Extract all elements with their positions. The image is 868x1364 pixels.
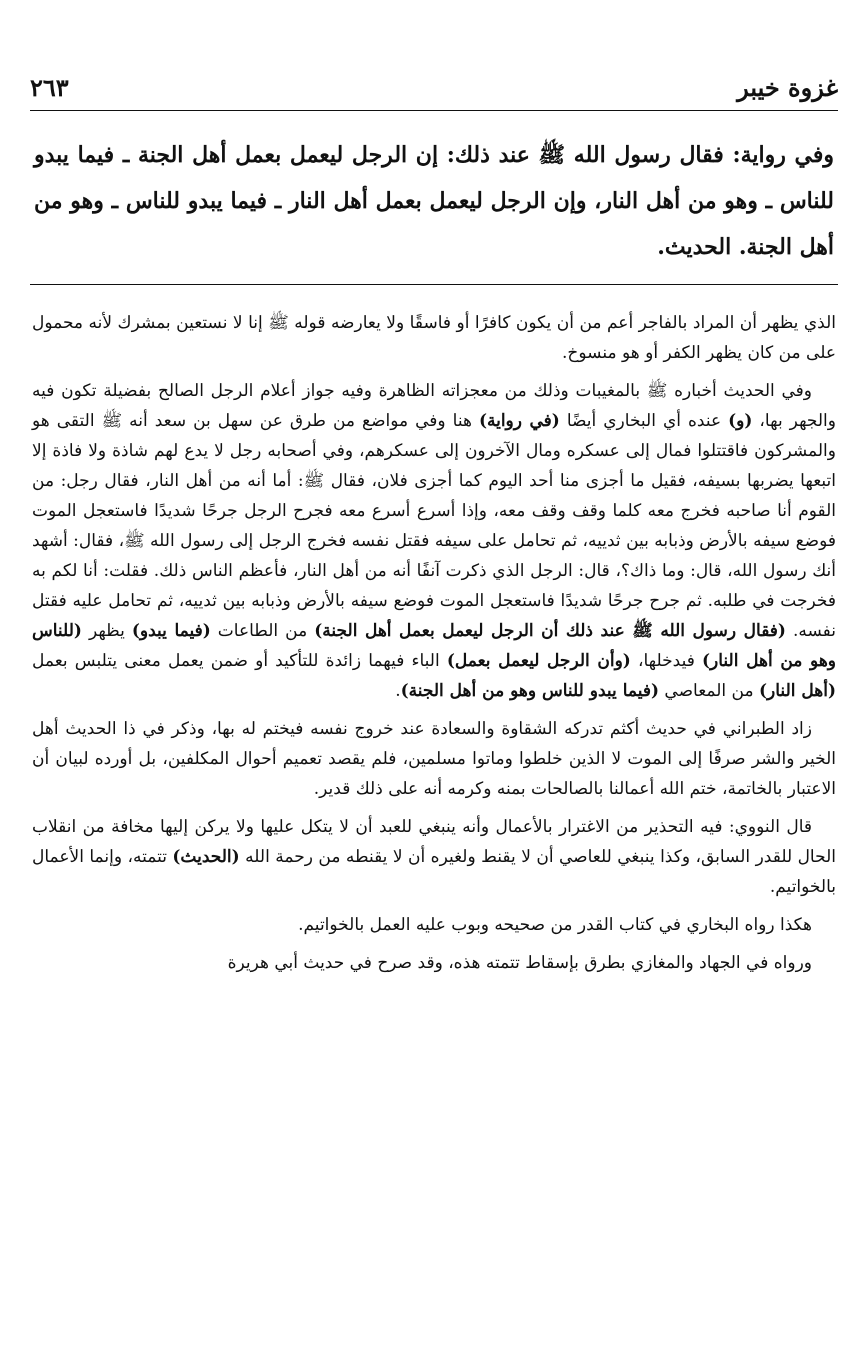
commentary-paragraph-3: زاد الطبراني في حديث أكثم تدركه الشقاوة والسعادة عند خروج نفسه فيختم له بها، وذكر في ذا الحديث أهل الخير والشر صرفًا إلى الموت لا الذين خلطوا وماتوا مسلمين، فلم يقصد تعميم أحوال المكلفين، بل أورده لبيان أن الاعتبار بالخاتمة، ختم الله أعمالنا بالصالحات بمنه وكرمه أنه على ذلك قدير. [32, 719, 836, 799]
text-run: يظهر [81, 621, 132, 641]
text-run: . [395, 681, 401, 701]
bold-quote: (للناس وهو من أهل النار) [32, 621, 836, 671]
text-divider [30, 284, 838, 285]
hadith-text: وفي رواية: فقال رسول الله ﷺ عند ذلك: إن الرجل ليعمل بعمل أهل الجنة ـ فيما يبدو للناس ـ وهو من أهل النار، وإن الرجل ليعمل بعمل أهل النار ـ فيما يبدو للناس ـ وهو من أهل الجنة. الحديث. [34, 142, 834, 260]
text-run: من المعاصي [659, 681, 759, 701]
text-run: فيدخلها، [630, 651, 702, 671]
text-run: عنده أي البخاري أيضًا [559, 411, 729, 431]
commentary-paragraph-4 [32, 812, 836, 902]
bold-quote: (أهل النار) [759, 681, 836, 701]
header-divider [30, 110, 838, 111]
bold-quote: (الحديث) [172, 847, 240, 867]
text-run: هنا وفي مواضع من طرق عن سهل بن سعد أنه ﷺ التقى هو والمشركون فاقتتلوا فمال إلى عسكره ومال الآخرون إلى عسكرهم، وفي أصحابه رجل لا يدع لهم شاذة ولا فاذة إلا اتبعها يضربها بسيفه، فقيل ما أجزى منا أحد اليوم كما أجزى فلان، فقال ﷺ: أما أنه من أهل النار، فقال رجل: من القوم أنا صاحبه فخرج معه كلما وقف وقف معه، وإذا أسرع أسرع معه فجرح الرجل جرحًا شديدًا فاستعجل الموت فوضع سيفه بالأرض وذبابه بين ثدييه، ثم تحامل على سيفه فقتل نفسه فخرج الرجل إلى رسول الله ﷺ، فقال: أشهد أنك رسول الله، قال: وما ذاك؟، قال: الرجل الذي ذكرت آنفًا أنه من أهل النار، فأعظم الناس ذلك. فقلت: أنا لكم به فخرجت في طلبه. ثم جرح جرحًا شديدًا فاستعجل الموت فوضع سيفه بالأرض وذبابه بين ثدييه، ثم تحامل عليه فقتل نفسه. [32, 411, 837, 641]
bold-quote: (وأن الرجل ليعمل بعمل) [446, 651, 631, 671]
text-run: تتمته، وإنما الأعمال بالخواتيم. [32, 847, 836, 897]
commentary-paragraph-1: الذي يظهر أن المراد بالفاجر أعم من أن يكون كافرًا أو فاسقًا ولا يعارضه قوله ﷺ إنا لا نستعين بمشرك لأنه محمول على من كان يظهر الكفر أو هو منسوخ. [32, 313, 836, 363]
bold-quote: (فيما يبدو للناس وهو من أهل الجنة) [400, 681, 660, 701]
bold-quote: (في رواية) [478, 411, 560, 431]
commentary [32, 308, 836, 986]
commentary-paragraph-6: ورواه في الجهاد والمغازي بطرق بإسقاط تتمته هذه، وقد صرح في حديث أبي هريرة [227, 953, 812, 973]
bold-quote: (فقال رسول الله ﷺ عند ذلك أن الرجل ليعمل بعمل أهل الجنة) [314, 621, 786, 641]
text-run: من الطاعات [210, 621, 315, 641]
commentary-paragraph-2 [32, 376, 836, 706]
text-run: قال النووي: فيه التحذير من الاغترار بالأعمال وأنه ينبغي للعبد أن لا يتكل عليها ولا يركن إليها مخافة من انقلاب الحال للقدر السابق، وكذا ينبغي للعاصي أن لا يقنط ولغيره أن لا يقنطه من رحمة الله [32, 817, 836, 867]
page-number: ٢٦٣ [30, 73, 69, 102]
commentary-paragraph-5: هكذا رواه البخاري في كتاب القدر من صحيحه وبوب عليه العمل بالخواتيم. [298, 915, 812, 935]
chapter-title: غزوة خيبر [737, 73, 838, 102]
text-run: الباء فيهما زائدة للتأكيد أو ضمن يعمل معنى يتلبس بعمل [32, 651, 447, 671]
running-header [30, 72, 838, 108]
bold-quote: (فيما يبدو) [131, 621, 211, 641]
text-run: وفي الحديث أخباره ﷺ بالمغيبات وذلك من معجزاته الظاهرة وفيه جواز أعلام الرجل الصالح بفضيلة تكون فيه والجهر بها، [32, 381, 836, 431]
bold-quote: (و) [728, 411, 753, 431]
